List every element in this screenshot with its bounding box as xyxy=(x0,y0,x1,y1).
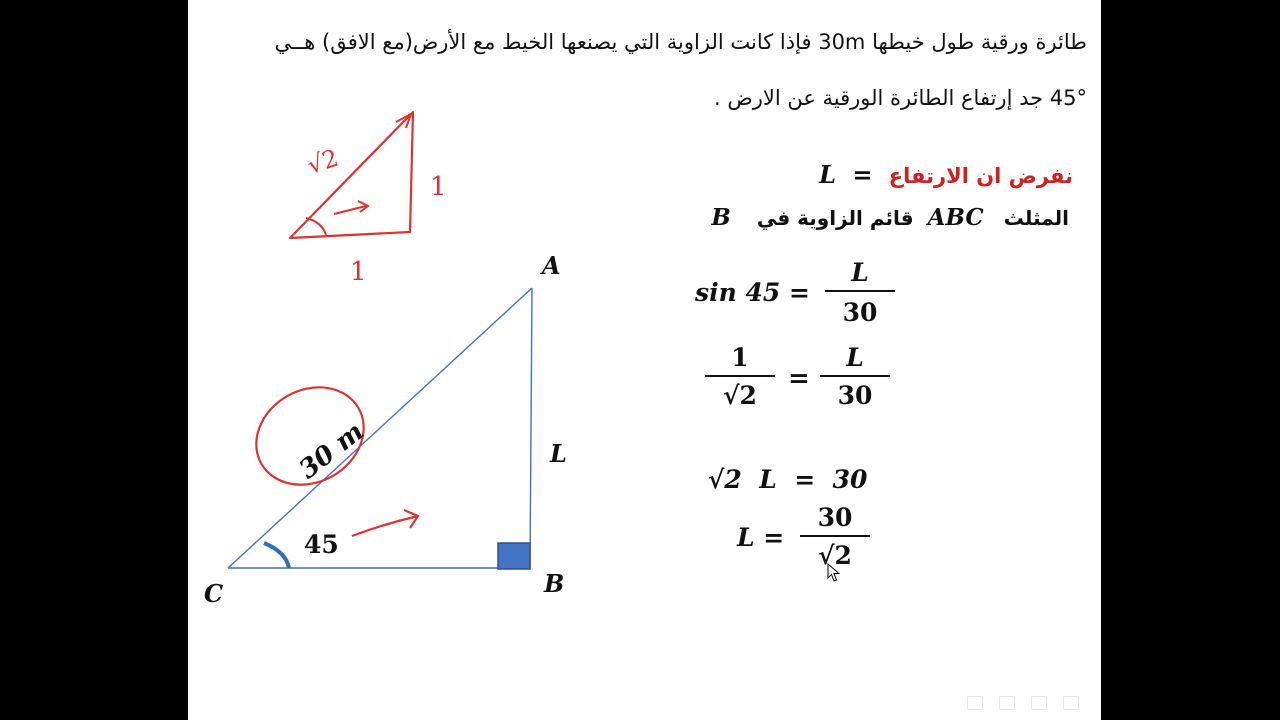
vertex-label-b: B xyxy=(544,569,565,598)
eq1-denominator: 30 xyxy=(842,298,878,327)
side-label-l: L xyxy=(550,439,567,468)
eq4-fraction xyxy=(800,503,870,570)
prev-slide-icon[interactable] xyxy=(967,696,983,710)
hyp-label: 30 m xyxy=(293,416,370,486)
side-ab xyxy=(530,288,532,568)
menu-icon[interactable] xyxy=(1031,696,1047,710)
eq1-bar xyxy=(825,290,895,292)
statement-vertex: B xyxy=(711,204,731,231)
sketch-bottom-label: 1 xyxy=(350,257,367,287)
right-angle-square xyxy=(498,543,530,569)
eq2-right-numerator: L xyxy=(846,343,864,372)
vertex-label-a: A xyxy=(542,251,561,280)
sketch-vertical-label: 1 xyxy=(430,172,447,202)
eq4-numerator: 30 xyxy=(817,503,853,532)
assumption-var: L xyxy=(819,160,836,189)
eq2-left-fraction xyxy=(705,343,775,410)
eq1-fraction xyxy=(825,258,895,327)
red-arrow xyxy=(352,510,418,536)
vertex-label-c: C xyxy=(204,579,224,608)
sketch-angle-arc xyxy=(306,218,326,235)
eq2-left-denominator: √2 xyxy=(723,381,757,410)
eq3: √2 L = 30 xyxy=(708,465,868,494)
problem-line-2: 45° جد إرتفاع الطائرة الورقية عن الارض . xyxy=(713,86,1087,110)
angle-label: 45 xyxy=(304,530,339,559)
eq4-bar xyxy=(800,535,870,537)
slideshow-toolbar xyxy=(967,696,1079,710)
statement-triangle-name: ABC xyxy=(927,204,984,231)
pen-icon[interactable] xyxy=(999,696,1015,710)
eq1-numerator: L xyxy=(851,258,869,287)
eq2-left-bar xyxy=(705,375,775,377)
eq2-right-bar xyxy=(820,375,890,377)
eq4-lhs: L = xyxy=(737,523,785,552)
statement-text-a: المثلث xyxy=(1003,206,1069,230)
next-slide-icon[interactable] xyxy=(1063,696,1079,710)
triangle-statement xyxy=(711,204,1069,231)
mouse-cursor-icon xyxy=(827,563,841,583)
sketch-hyp-label: √2 xyxy=(304,143,342,180)
slide-canvas xyxy=(188,0,1101,720)
assumption-label: نفرض ان الارتفاع xyxy=(888,164,1073,188)
statement-text-b: قائم الزاوية في xyxy=(756,206,914,230)
assumption-eq: = xyxy=(852,160,873,189)
triangle-diagram xyxy=(188,240,588,620)
eq2-right-denominator: 30 xyxy=(837,381,873,410)
eq1-lhs: sin 45 = xyxy=(695,278,810,307)
eq2-equals: = xyxy=(788,364,810,394)
eq4-denominator: √2 xyxy=(818,541,852,570)
angle-arc xyxy=(264,543,289,568)
assumption-line xyxy=(819,160,1073,189)
problem-line-1: طائرة ورقية طول خيطها 30m فإذا كانت الزاوية التي يصنعها الخيط مع الأرض(مع الافق) هــي xyxy=(274,30,1087,54)
eq2-left-numerator: 1 xyxy=(731,343,749,372)
eq2-right-fraction xyxy=(820,343,890,410)
sketch-arrow xyxy=(334,201,368,214)
